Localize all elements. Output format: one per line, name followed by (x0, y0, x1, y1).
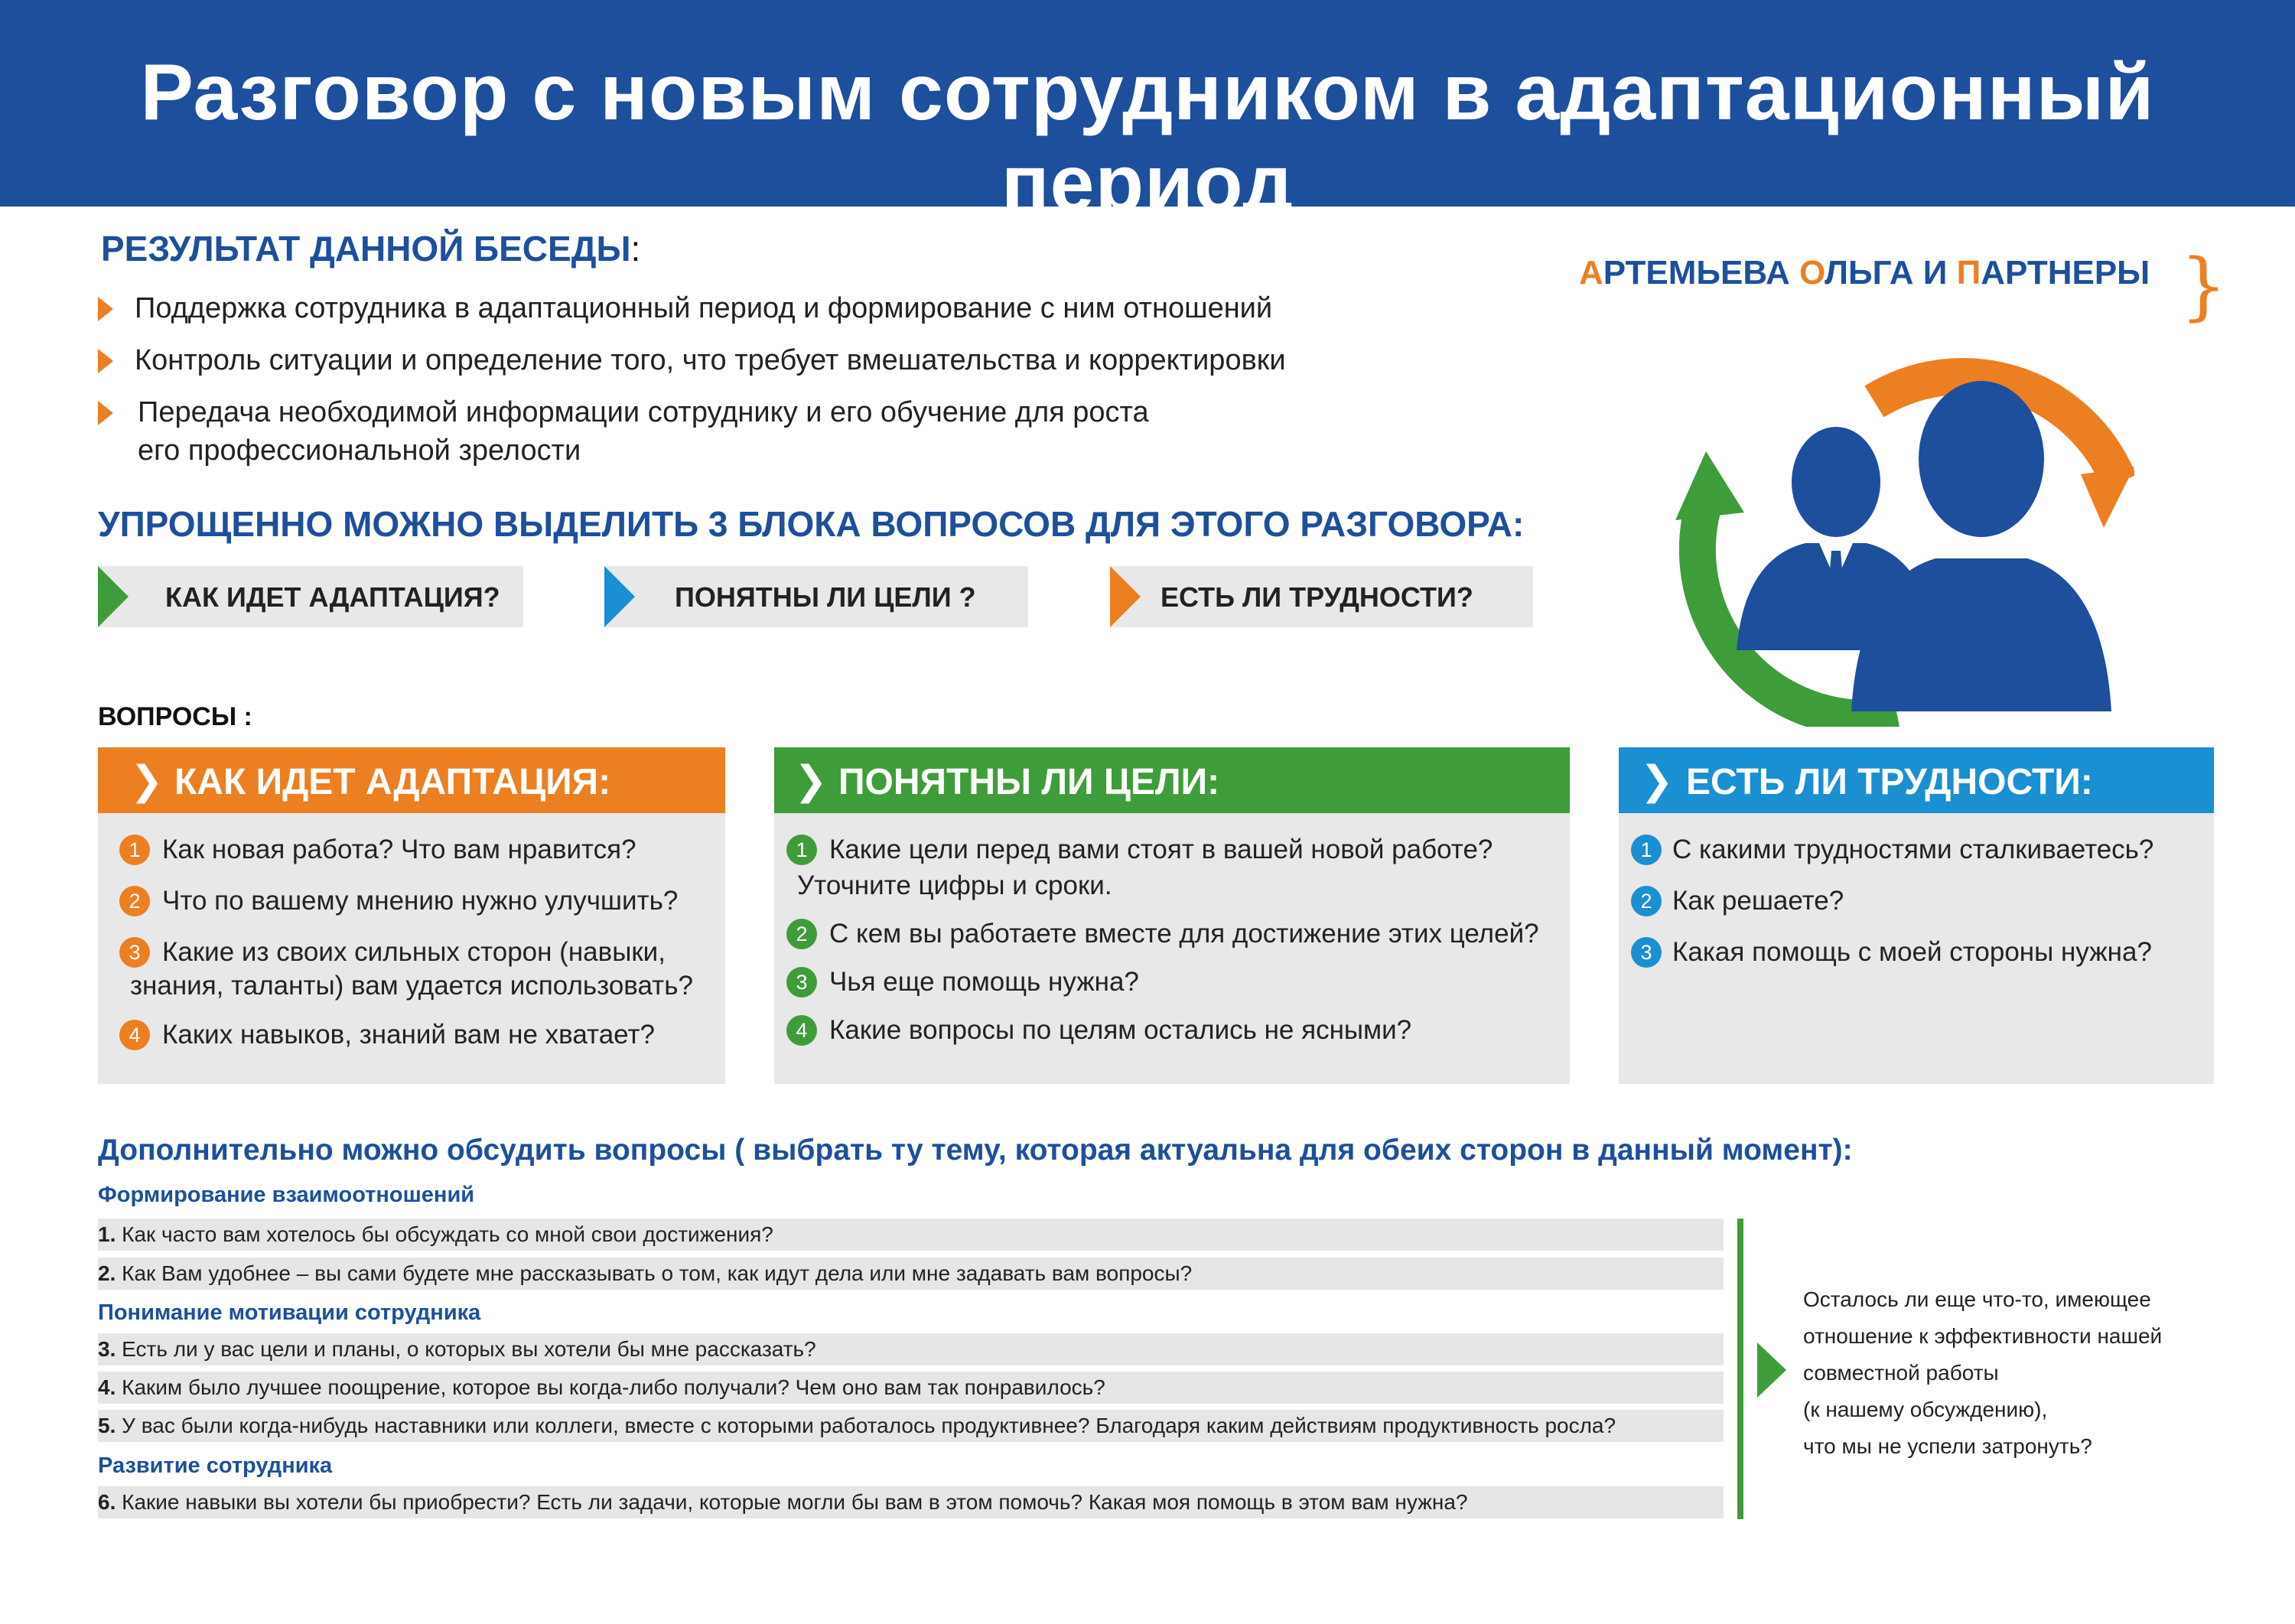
section-title: Развитие сотрудника (98, 1453, 333, 1478)
question-text: Чья еще помощь нужна? (829, 967, 1139, 997)
section-title: Формирование взаимоотношений (98, 1183, 475, 1207)
column-header (1619, 747, 2214, 813)
extra-question (98, 1222, 773, 1247)
column-header (98, 747, 725, 813)
header-banner (0, 0, 2295, 228)
extra-question (98, 1490, 1468, 1515)
closing-note-line: (к нашему обсуждению), (1803, 1398, 2048, 1421)
vertical-divider (1737, 1219, 1743, 1519)
extra-question-row (98, 1410, 1724, 1442)
result-item (98, 341, 1513, 379)
blue-arrow-icon (604, 566, 635, 627)
column-adaptation (98, 747, 725, 1084)
orange-arrow-icon (1110, 566, 1141, 627)
question-text: Что по вашему мнению нужно улучшить? (162, 886, 679, 916)
chip-difficulties (1110, 566, 1533, 627)
extra-question-row (98, 1372, 1724, 1404)
extra-question-text: Есть ли у вас цели и планы, о которых вы хотели бы мне рассказать? (122, 1337, 816, 1361)
triangle-bullet-icon (98, 349, 113, 373)
question-text: Какие из своих сильных сторон (навыки, (162, 937, 666, 967)
chip-label: ЕСТЬ ЛИ ТРУДНОСТИ? (1161, 581, 1473, 613)
number-badge: 1 (119, 835, 150, 865)
green-arrowhead-icon (1675, 451, 1744, 520)
result-list (98, 289, 1513, 483)
number-badge: 2 (786, 919, 817, 949)
extra-question-number: 3. (98, 1337, 116, 1361)
questions-label: ВОПРОСЫ : (98, 702, 252, 731)
extra-question-row (98, 1486, 1724, 1518)
triangle-bullet-icon (98, 401, 113, 425)
page-title: Разговор с новым сотрудником в адаптационный период (140, 48, 2155, 228)
people-cycle-illustration (1645, 329, 2134, 727)
green-arrow-icon (1757, 1342, 1786, 1398)
number-badge: 2 (1631, 886, 1662, 916)
column-title: ЕСТЬ ЛИ ТРУДНОСТИ: (1686, 762, 2093, 802)
chip-goals (604, 566, 1028, 627)
blocks-heading: УПРОЩЕННО МОЖНО ВЫДЕЛИТЬ 3 БЛОКА ВОПРОСОВ ДЛЯ ЭТОГО РАЗГОВОРА: (98, 504, 1525, 544)
extra-question-row (98, 1258, 1724, 1290)
result-item-text-cont: его профессиональной зрелости (138, 434, 581, 467)
question-text-cont: знания, таланты) вам удается использовать? (130, 971, 693, 1001)
extra-question-number: 1. (98, 1222, 116, 1246)
brand-text: АРТНЕРЫ (1981, 254, 2150, 291)
question-text: Какие вопросы по целям остались не ясными? (829, 1015, 1412, 1045)
chevron-right-icon: ❯ (1640, 759, 1674, 803)
result-item-text: Поддержка сотрудника в адаптационный период и формирование с ним отношений (135, 292, 1273, 324)
number-badge: 4 (786, 1015, 817, 1046)
question-text: Какие цели перед вами стоят в вашей новой работе? (829, 835, 1493, 864)
brand-text: РТЕМЬЕВА (1603, 254, 1799, 291)
number-badge: 3 (786, 967, 817, 998)
chevron-right-icon: ❯ (130, 759, 164, 803)
extra-question-text: Какие навыки вы хотели бы приобрести? Есть ли задачи, которые могли бы вам в этом помочь? Какая моя помощь в этом вам нужна? (122, 1490, 1468, 1514)
extra-question (98, 1261, 1192, 1286)
brand-letter: О (1799, 254, 1825, 291)
question-text: Какая помощь с моей стороны нужна? (1672, 937, 2152, 967)
result-item-text: Контроль ситуации и определение того, что требует вмешательства и корректировки (135, 344, 1286, 376)
number-badge: 3 (119, 937, 150, 968)
question-text: С какими трудностями сталкиваетесь? (1672, 835, 2154, 864)
number-badge: 1 (786, 835, 817, 865)
brand-brace-icon: } (2180, 243, 2228, 329)
extra-question-text: Каким было лучшее поощрение, которое вы когда-либо получали? Чем оно вам так понравилось? (122, 1375, 1105, 1399)
chip-label: ПОНЯТНЫ ЛИ ЦЕЛИ ? (675, 581, 976, 613)
extra-question-number: 6. (98, 1490, 116, 1514)
column-goals (774, 747, 1570, 1084)
question-text-cont: Уточните цифры и сроки. (797, 871, 1112, 900)
chip-adaptation (98, 566, 523, 627)
extra-question-text: У вас были когда-нибудь наставники или коллеги, вместе с которыми работалось продуктивнее? Благодаря каким действиям продуктивность росла? (122, 1414, 1616, 1437)
closing-note-line: совместной работы (1803, 1361, 1999, 1385)
extra-question-text: Как Вам удобнее – вы сами будете мне рассказывать о том, как идут дела или мне задавать вам вопросы? (122, 1261, 1193, 1285)
orange-arrowhead-icon (2081, 467, 2134, 528)
number-badge: 2 (119, 886, 150, 916)
chevron-right-icon: ❯ (794, 759, 828, 803)
result-heading-text: РЕЗУЛЬТАТ ДАННОЙ БЕСЕДЫ (101, 229, 631, 268)
chip-label: КАК ИДЕТ АДАПТАЦИЯ? (165, 581, 500, 613)
question-text: Как новая работа? Что вам нравится? (162, 835, 636, 864)
extra-question (98, 1337, 816, 1362)
extra-question (98, 1414, 1616, 1438)
closing-note-line: отношение к эффективности нашей (1803, 1324, 2163, 1348)
extra-question-row (98, 1333, 1724, 1365)
extra-question-number: 2. (98, 1261, 116, 1285)
closing-note-line: что мы не успели затронуть? (1803, 1434, 2092, 1458)
result-item (98, 393, 1513, 470)
column-difficulties (1619, 747, 2214, 1084)
extra-question-number: 5. (98, 1414, 116, 1437)
question-text: Каких навыков, знаний вам не хватает? (162, 1020, 655, 1050)
question-text: Как решаете? (1672, 886, 1844, 916)
number-badge: 4 (119, 1020, 150, 1050)
brand-letter: А (1579, 254, 1603, 291)
result-item-text: Передача необходимой информации сотруднику и его обучение для роста (138, 396, 1149, 428)
brand-logo (1579, 254, 2150, 292)
closing-note (1803, 1281, 2232, 1465)
result-item (98, 289, 1513, 327)
column-header (774, 747, 1570, 813)
result-heading (101, 228, 640, 269)
extra-question-text: Как часто вам хотелось бы обсуждать со мной свои достижения? (122, 1222, 773, 1246)
closing-note-line: Осталось ли еще что-то, имеющее (1803, 1287, 2151, 1311)
extra-question-number: 4. (98, 1375, 116, 1399)
column-title: КАК ИДЕТ АДАПТАЦИЯ: (174, 762, 611, 802)
extra-heading: Дополнительно можно обсудить вопросы ( выбрать ту тему, которая актуальна для обеих сторон в данный момент): (98, 1134, 1853, 1167)
section-title: Понимание мотивации сотрудника (98, 1300, 481, 1325)
question-text: С кем вы работаете вместе для достижение этих целей? (829, 919, 1539, 949)
brand-text: ЛЬГА И (1825, 254, 1957, 291)
extra-question-row (98, 1219, 1724, 1251)
green-arrow-icon (98, 566, 129, 627)
extra-question (98, 1375, 1105, 1400)
number-badge: 3 (1631, 937, 1662, 968)
column-title: ПОНЯТНЫ ЛИ ЦЕЛИ: (838, 762, 1220, 802)
brand-letter: П (1956, 254, 1981, 291)
result-heading-colon: : (630, 229, 641, 268)
triangle-bullet-icon (98, 297, 113, 321)
number-badge: 1 (1631, 835, 1662, 865)
